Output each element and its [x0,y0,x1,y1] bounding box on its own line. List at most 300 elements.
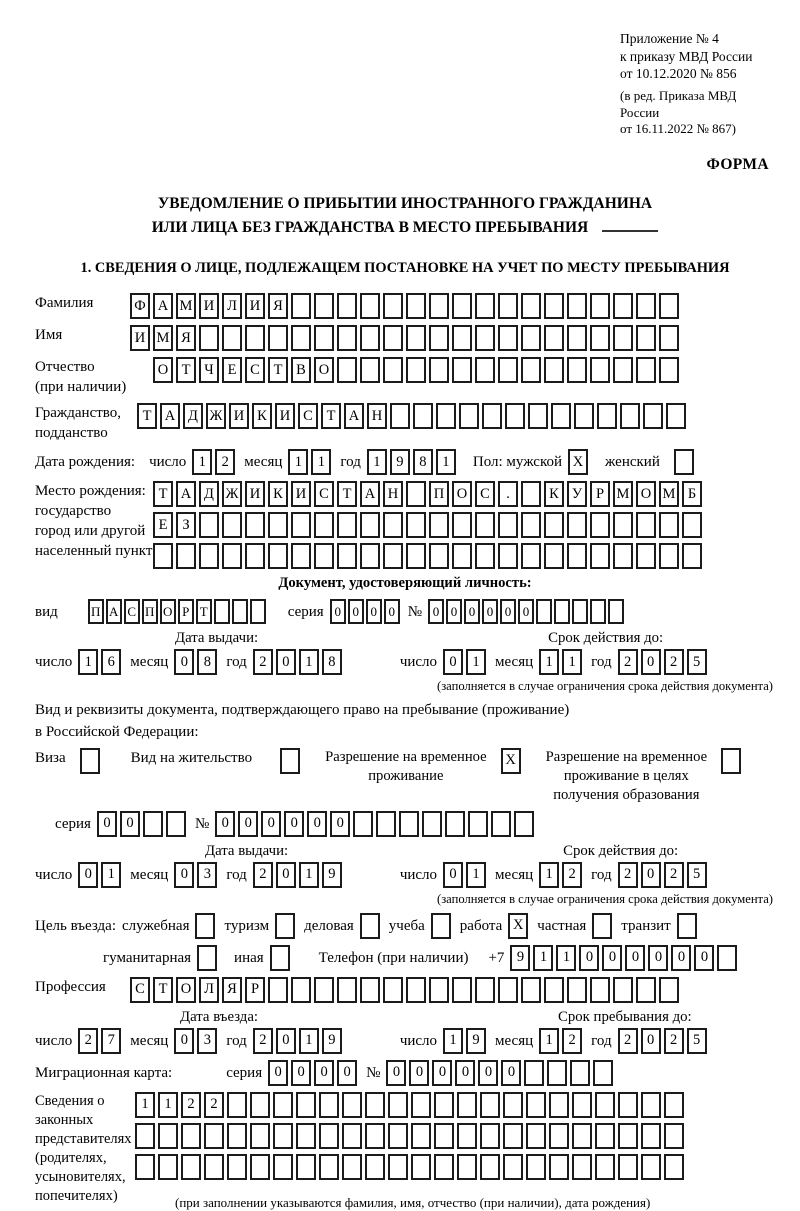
char-cell[interactable]: 0 [482,599,498,624]
char-cell[interactable] [342,1123,362,1149]
char-cell[interactable] [590,357,610,383]
char-cell[interactable] [452,543,472,569]
char-cell[interactable]: 2 [618,862,638,888]
char-cell[interactable]: 1 [539,862,559,888]
char-cell[interactable] [227,1092,247,1118]
char-cell[interactable] [498,543,518,569]
char-cell[interactable] [452,293,472,319]
char-cell[interactable] [383,543,403,569]
purpose-work-checkbox[interactable]: X [508,913,528,939]
char-cell[interactable] [475,293,495,319]
char-cell[interactable] [296,1092,316,1118]
char-cell[interactable]: 0 [432,1060,452,1086]
char-cell[interactable] [383,293,403,319]
char-cell[interactable]: П [142,599,158,624]
char-cell[interactable]: 0 [174,862,194,888]
char-cell[interactable] [406,293,426,319]
char-cell[interactable] [181,1154,201,1180]
char-cell[interactable] [590,543,610,569]
char-cell[interactable] [618,1123,638,1149]
char-cell[interactable] [613,977,633,1003]
char-cell[interactable] [135,1154,155,1180]
char-cell[interactable] [595,1154,615,1180]
char-cell[interactable]: 2 [253,649,273,675]
char-cell[interactable] [273,1154,293,1180]
char-cell[interactable]: М [613,481,633,507]
char-cell[interactable] [475,543,495,569]
char-cell[interactable] [319,1123,339,1149]
char-cell[interactable] [468,811,488,837]
char-cell[interactable]: 1 [135,1092,155,1118]
char-cell[interactable] [682,543,702,569]
char-cell[interactable]: С [475,481,495,507]
char-cell[interactable]: 2 [253,1028,273,1054]
char-cell[interactable] [181,1123,201,1149]
char-cell[interactable]: Т [176,357,196,383]
char-cell[interactable] [570,1060,590,1086]
char-cell[interactable]: В [291,357,311,383]
char-cell[interactable] [524,1060,544,1086]
char-cell[interactable] [422,811,442,837]
char-cell[interactable] [551,403,571,429]
visa-checkbox[interactable] [80,748,100,774]
char-cell[interactable]: 0 [78,862,98,888]
char-cell[interactable] [388,1123,408,1149]
char-cell[interactable] [406,977,426,1003]
char-cell[interactable]: 0 [215,811,235,837]
char-cell[interactable] [245,325,265,351]
char-cell[interactable] [544,293,564,319]
char-cell[interactable] [296,1154,316,1180]
purpose-study-checkbox[interactable] [431,913,451,939]
char-cell[interactable] [383,325,403,351]
char-cell[interactable] [498,293,518,319]
char-cell[interactable] [143,811,163,837]
char-cell[interactable]: Н [367,403,387,429]
char-cell[interactable] [544,543,564,569]
char-cell[interactable]: Я [176,325,196,351]
char-cell[interactable] [452,977,472,1003]
char-cell[interactable] [528,403,548,429]
char-cell[interactable]: У [567,481,587,507]
char-cell[interactable] [498,357,518,383]
char-cell[interactable]: 0 [409,1060,429,1086]
char-cell[interactable]: 2 [618,1028,638,1054]
char-cell[interactable] [636,543,656,569]
char-cell[interactable] [166,811,186,837]
char-cell[interactable]: Т [153,977,173,1003]
char-cell[interactable]: П [429,481,449,507]
char-cell[interactable]: О [176,977,196,1003]
char-cell[interactable] [360,293,380,319]
char-cell[interactable]: 1 [288,449,308,475]
char-cell[interactable]: 0 [268,1060,288,1086]
char-cell[interactable] [406,512,426,538]
char-cell[interactable]: 0 [446,599,462,624]
char-cell[interactable]: Р [245,977,265,1003]
char-cell[interactable]: 0 [97,811,117,837]
char-cell[interactable]: 1 [299,862,319,888]
char-cell[interactable] [376,811,396,837]
char-cell[interactable]: 0 [314,1060,334,1086]
char-cell[interactable]: 0 [120,811,140,837]
char-cell[interactable] [383,977,403,1003]
sex-female-checkbox[interactable] [674,449,694,475]
char-cell[interactable] [390,403,410,429]
char-cell[interactable]: А [153,293,173,319]
char-cell[interactable] [475,357,495,383]
char-cell[interactable] [445,811,465,837]
char-cell[interactable] [411,1092,431,1118]
char-cell[interactable] [273,1092,293,1118]
char-cell[interactable] [406,543,426,569]
char-cell[interactable]: Д [199,481,219,507]
char-cell[interactable] [268,977,288,1003]
char-cell[interactable]: 8 [197,649,217,675]
char-cell[interactable]: 1 [299,1028,319,1054]
char-cell[interactable] [268,325,288,351]
char-cell[interactable] [521,512,541,538]
char-cell[interactable] [636,357,656,383]
char-cell[interactable] [549,1092,569,1118]
char-cell[interactable] [572,1123,592,1149]
char-cell[interactable]: 0 [174,649,194,675]
char-cell[interactable] [406,357,426,383]
char-cell[interactable] [526,1092,546,1118]
purpose-business-checkbox[interactable] [360,913,380,939]
char-cell[interactable] [360,512,380,538]
char-cell[interactable] [158,1123,178,1149]
char-cell[interactable]: О [452,481,472,507]
char-cell[interactable] [717,945,737,971]
char-cell[interactable] [636,293,656,319]
char-cell[interactable] [268,543,288,569]
char-cell[interactable] [388,1092,408,1118]
char-cell[interactable]: О [153,357,173,383]
char-cell[interactable]: И [199,293,219,319]
char-cell[interactable]: 1 [539,649,559,675]
char-cell[interactable] [204,1154,224,1180]
char-cell[interactable]: Ч [199,357,219,383]
char-cell[interactable]: А [160,403,180,429]
char-cell[interactable] [158,1154,178,1180]
char-cell[interactable]: 5 [687,1028,707,1054]
char-cell[interactable] [291,293,311,319]
char-cell[interactable] [429,543,449,569]
char-cell[interactable]: 9 [390,449,410,475]
char-cell[interactable]: 0 [455,1060,475,1086]
char-cell[interactable] [608,599,624,624]
char-cell[interactable] [214,599,230,624]
char-cell[interactable]: Т [337,481,357,507]
purpose-tourism-checkbox[interactable] [275,913,295,939]
char-cell[interactable]: Т [268,357,288,383]
char-cell[interactable]: Я [222,977,242,1003]
char-cell[interactable] [250,1154,270,1180]
char-cell[interactable]: 1 [101,862,121,888]
char-cell[interactable] [521,481,541,507]
char-cell[interactable] [199,512,219,538]
char-cell[interactable] [232,599,248,624]
char-cell[interactable] [353,811,373,837]
char-cell[interactable]: . [498,481,518,507]
char-cell[interactable] [360,977,380,1003]
char-cell[interactable]: 0 [641,649,661,675]
char-cell[interactable] [383,512,403,538]
char-cell[interactable] [567,293,587,319]
char-cell[interactable]: 2 [664,1028,684,1054]
purpose-transit-checkbox[interactable] [677,913,697,939]
char-cell[interactable] [452,325,472,351]
char-cell[interactable]: 1 [311,449,331,475]
char-cell[interactable]: 1 [367,449,387,475]
char-cell[interactable]: 0 [238,811,258,837]
char-cell[interactable] [593,1060,613,1086]
char-cell[interactable]: 0 [602,945,622,971]
char-cell[interactable] [636,512,656,538]
char-cell[interactable]: С [130,977,150,1003]
char-cell[interactable]: 2 [204,1092,224,1118]
char-cell[interactable]: 2 [253,862,273,888]
char-cell[interactable] [544,357,564,383]
char-cell[interactable]: И [291,481,311,507]
char-cell[interactable] [406,481,426,507]
char-cell[interactable] [434,1092,454,1118]
char-cell[interactable]: 1 [192,449,212,475]
char-cell[interactable] [503,1123,523,1149]
char-cell[interactable]: Т [137,403,157,429]
char-cell[interactable]: З [176,512,196,538]
char-cell[interactable] [452,357,472,383]
char-cell[interactable]: О [314,357,334,383]
char-cell[interactable] [590,512,610,538]
char-cell[interactable]: 0 [500,599,516,624]
char-cell[interactable]: 7 [101,1028,121,1054]
char-cell[interactable]: И [245,481,265,507]
char-cell[interactable]: Д [183,403,203,429]
char-cell[interactable] [429,293,449,319]
char-cell[interactable] [475,512,495,538]
char-cell[interactable]: И [275,403,295,429]
char-cell[interactable] [291,977,311,1003]
char-cell[interactable]: 0 [625,945,645,971]
char-cell[interactable] [342,1092,362,1118]
char-cell[interactable]: 1 [466,649,486,675]
char-cell[interactable] [250,599,266,624]
char-cell[interactable] [176,543,196,569]
char-cell[interactable]: Т [196,599,212,624]
char-cell[interactable] [337,543,357,569]
char-cell[interactable] [505,403,525,429]
char-cell[interactable]: Р [178,599,194,624]
char-cell[interactable]: 0 [291,1060,311,1086]
char-cell[interactable] [153,543,173,569]
char-cell[interactable] [567,325,587,351]
char-cell[interactable] [360,357,380,383]
char-cell[interactable]: 1 [443,1028,463,1054]
char-cell[interactable] [399,811,419,837]
char-cell[interactable] [337,357,357,383]
char-cell[interactable]: 0 [641,862,661,888]
char-cell[interactable] [482,403,502,429]
char-cell[interactable]: Н [383,481,403,507]
char-cell[interactable] [383,357,403,383]
char-cell[interactable]: 0 [478,1060,498,1086]
char-cell[interactable] [222,543,242,569]
purpose-official-checkbox[interactable] [195,913,215,939]
char-cell[interactable] [413,403,433,429]
char-cell[interactable] [250,1092,270,1118]
char-cell[interactable] [636,325,656,351]
char-cell[interactable]: 6 [101,649,121,675]
char-cell[interactable] [521,325,541,351]
char-cell[interactable]: Р [590,481,610,507]
char-cell[interactable] [337,977,357,1003]
char-cell[interactable] [503,1092,523,1118]
char-cell[interactable] [549,1123,569,1149]
char-cell[interactable] [480,1092,500,1118]
char-cell[interactable] [411,1123,431,1149]
char-cell[interactable] [319,1092,339,1118]
char-cell[interactable]: 9 [510,945,530,971]
char-cell[interactable] [618,1154,638,1180]
char-cell[interactable] [666,403,686,429]
char-cell[interactable] [480,1123,500,1149]
char-cell[interactable] [360,543,380,569]
char-cell[interactable]: И [229,403,249,429]
char-cell[interactable] [613,543,633,569]
char-cell[interactable] [365,1092,385,1118]
char-cell[interactable] [273,1123,293,1149]
char-cell[interactable]: 0 [366,599,382,624]
char-cell[interactable]: 0 [307,811,327,837]
char-cell[interactable]: 1 [562,649,582,675]
char-cell[interactable] [590,599,606,624]
char-cell[interactable] [429,325,449,351]
char-cell[interactable]: 0 [348,599,364,624]
char-cell[interactable] [544,512,564,538]
char-cell[interactable]: 0 [641,1028,661,1054]
char-cell[interactable] [337,512,357,538]
char-cell[interactable] [365,1154,385,1180]
char-cell[interactable]: 8 [322,649,342,675]
char-cell[interactable] [590,293,610,319]
char-cell[interactable]: 0 [261,811,281,837]
char-cell[interactable] [503,1154,523,1180]
char-cell[interactable]: Е [222,357,242,383]
char-cell[interactable]: 0 [174,1028,194,1054]
char-cell[interactable] [572,1092,592,1118]
char-cell[interactable] [521,543,541,569]
char-cell[interactable]: К [544,481,564,507]
char-cell[interactable]: 0 [443,862,463,888]
char-cell[interactable] [567,512,587,538]
char-cell[interactable]: 2 [562,1028,582,1054]
char-cell[interactable]: Я [268,293,288,319]
char-cell[interactable]: 2 [618,649,638,675]
char-cell[interactable] [590,325,610,351]
char-cell[interactable] [360,325,380,351]
char-cell[interactable] [319,1154,339,1180]
char-cell[interactable]: Е [153,512,173,538]
char-cell[interactable] [664,1092,684,1118]
char-cell[interactable]: 1 [466,862,486,888]
char-cell[interactable] [547,1060,567,1086]
char-cell[interactable]: 2 [78,1028,98,1054]
char-cell[interactable]: Ж [206,403,226,429]
char-cell[interactable] [291,543,311,569]
char-cell[interactable] [682,512,702,538]
char-cell[interactable]: 0 [501,1060,521,1086]
char-cell[interactable]: Ф [130,293,150,319]
char-cell[interactable] [659,543,679,569]
char-cell[interactable] [291,325,311,351]
char-cell[interactable] [337,325,357,351]
char-cell[interactable] [544,977,564,1003]
char-cell[interactable] [659,325,679,351]
char-cell[interactable]: 0 [284,811,304,837]
char-cell[interactable] [429,357,449,383]
char-cell[interactable] [618,1092,638,1118]
char-cell[interactable]: И [130,325,150,351]
char-cell[interactable] [452,512,472,538]
char-cell[interactable]: 0 [694,945,714,971]
char-cell[interactable]: 1 [436,449,456,475]
char-cell[interactable] [204,1123,224,1149]
char-cell[interactable]: 9 [322,1028,342,1054]
char-cell[interactable]: 0 [330,811,350,837]
char-cell[interactable] [429,512,449,538]
char-cell[interactable]: 2 [664,649,684,675]
char-cell[interactable]: А [360,481,380,507]
char-cell[interactable] [457,1123,477,1149]
char-cell[interactable] [475,977,495,1003]
char-cell[interactable] [199,543,219,569]
char-cell[interactable] [342,1154,362,1180]
char-cell[interactable]: 1 [539,1028,559,1054]
char-cell[interactable] [434,1123,454,1149]
char-cell[interactable]: К [252,403,272,429]
char-cell[interactable] [572,599,588,624]
char-cell[interactable] [613,293,633,319]
char-cell[interactable] [595,1123,615,1149]
char-cell[interactable] [135,1123,155,1149]
char-cell[interactable]: 1 [78,649,98,675]
char-cell[interactable] [314,293,334,319]
sex-male-checkbox[interactable]: X [568,449,588,475]
char-cell[interactable]: М [153,325,173,351]
char-cell[interactable] [659,977,679,1003]
char-cell[interactable]: 1 [299,649,319,675]
purpose-humanitarian-checkbox[interactable] [197,945,217,971]
char-cell[interactable]: 2 [664,862,684,888]
char-cell[interactable] [664,1123,684,1149]
char-cell[interactable]: Л [199,977,219,1003]
char-cell[interactable] [459,403,479,429]
char-cell[interactable] [434,1154,454,1180]
char-cell[interactable]: 1 [533,945,553,971]
char-cell[interactable] [526,1154,546,1180]
char-cell[interactable]: И [245,293,265,319]
char-cell[interactable]: О [636,481,656,507]
char-cell[interactable]: 0 [464,599,480,624]
char-cell[interactable]: 0 [337,1060,357,1086]
char-cell[interactable]: А [106,599,122,624]
char-cell[interactable] [291,512,311,538]
char-cell[interactable] [567,543,587,569]
char-cell[interactable] [536,599,552,624]
char-cell[interactable]: Т [153,481,173,507]
